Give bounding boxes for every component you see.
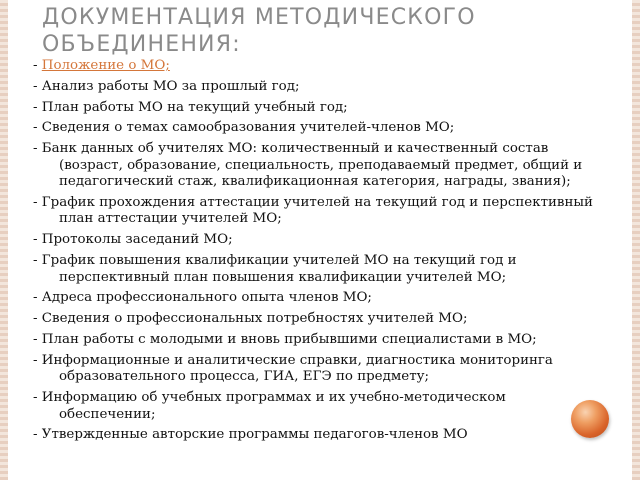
slide-title: ДОКУМЕНТАЦИЯ МЕТОДИЧЕСКОГО ОБЪЕДИНЕНИЯ:: [42, 5, 476, 57]
list-item: - Утвержденные авторские программы педагогов-членов МО: [33, 427, 468, 443]
list-item: - Сведения о темах самообразования учителей-членов МО;: [33, 120, 455, 136]
left-decorative-border: [0, 0, 8, 480]
list-item: - График повышения квалификации учителей МО на текущий год и перспективный план повышения квалификации учителей МО;: [33, 253, 517, 285]
list-item: - Анализ работы МО за прошлый год;: [33, 78, 300, 94]
list-item: - План работы с молодыми и вновь прибывшими специалистами в МО;: [33, 331, 537, 347]
list-item: - Банк данных об учителях МО: количественный и качественный состав (возраст, образование, специальность, преподаваемый предмет, общий и педагогический стаж, квалификационная категория, награды, звания);: [33, 141, 583, 190]
list-item: - Информационные и аналитические справки, диагностика мониторинга образовательного процесса, ГИА, ЕГЭ по предмету;: [33, 352, 553, 385]
list-item: - Сведения о профессиональных потребностях учителей МО;: [33, 311, 468, 327]
decorative-ball-icon: [571, 400, 609, 438]
documentation-list: [33, 58, 593, 448]
list-item: - Протоколы заседаний МО;: [33, 232, 233, 248]
list-item: - График прохождения аттестации учителей на текущий год и перспективный план аттестации учителей МО;: [33, 194, 593, 227]
list-item: - Адреса профессионального опыта членов МО;: [33, 290, 372, 306]
list-item: - Информацию об учебных программах и их учебно-методическом обеспечении;: [33, 390, 506, 422]
regulation-link[interactable]: Положение о МО;: [41, 58, 170, 73]
right-decorative-border: [632, 0, 640, 480]
list-item: - План работы МО на текущий учебный год;: [33, 99, 348, 115]
list-item: - Положение о МО;: [33, 58, 170, 73]
